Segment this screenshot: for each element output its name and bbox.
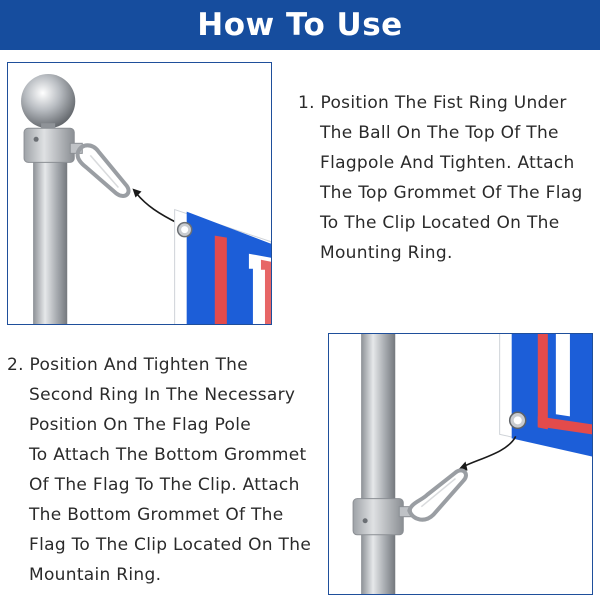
page-title: How To Use [197, 7, 403, 43]
flagpole [361, 334, 395, 594]
flag [500, 334, 592, 456]
step-2-line: The Bottom Grommet Of The [29, 505, 284, 525]
step-1-line: Flagpole And Tighten. Attach [320, 153, 575, 173]
illustration-top-ring [7, 62, 272, 325]
header-banner [0, 0, 600, 50]
arrow-icon [136, 194, 178, 224]
arrow-icon [464, 436, 516, 466]
step-1-line: Mounting Ring. [320, 243, 453, 263]
step-2-line: 2. Position And Tighten The [7, 355, 248, 375]
step-1-text [298, 88, 588, 268]
mounting-ring [24, 128, 74, 162]
step-2-text [7, 350, 312, 590]
step-2-line: Mountain Ring. [29, 565, 162, 585]
carabiner-clip [409, 470, 466, 519]
step-2-line: To Attach The Bottom Grommet [29, 445, 307, 465]
step-1-line: 1. Position The Fist Ring Under [298, 93, 567, 113]
top-ring-illustration [8, 63, 271, 324]
flagpole [33, 153, 67, 324]
mounting-ring [353, 499, 403, 535]
step-2-line: Flag To The Clip Located On The [29, 535, 312, 555]
bottom-ring-illustration [329, 334, 592, 594]
step-1-line: The Top Grommet Of The Flag [320, 183, 583, 203]
illustration-bottom-ring [328, 333, 593, 595]
step-1-line: The Ball On The Top Of The [320, 123, 559, 143]
step-2-line: Position On The Flag Pole [29, 415, 252, 435]
step-2-line: Second Ring In The Necessary [29, 385, 296, 405]
ball-finial [21, 74, 75, 128]
step-1-line: To The Clip Located On The [320, 213, 560, 233]
step-2-line: Of The Flag To The Clip. Attach [29, 475, 300, 495]
